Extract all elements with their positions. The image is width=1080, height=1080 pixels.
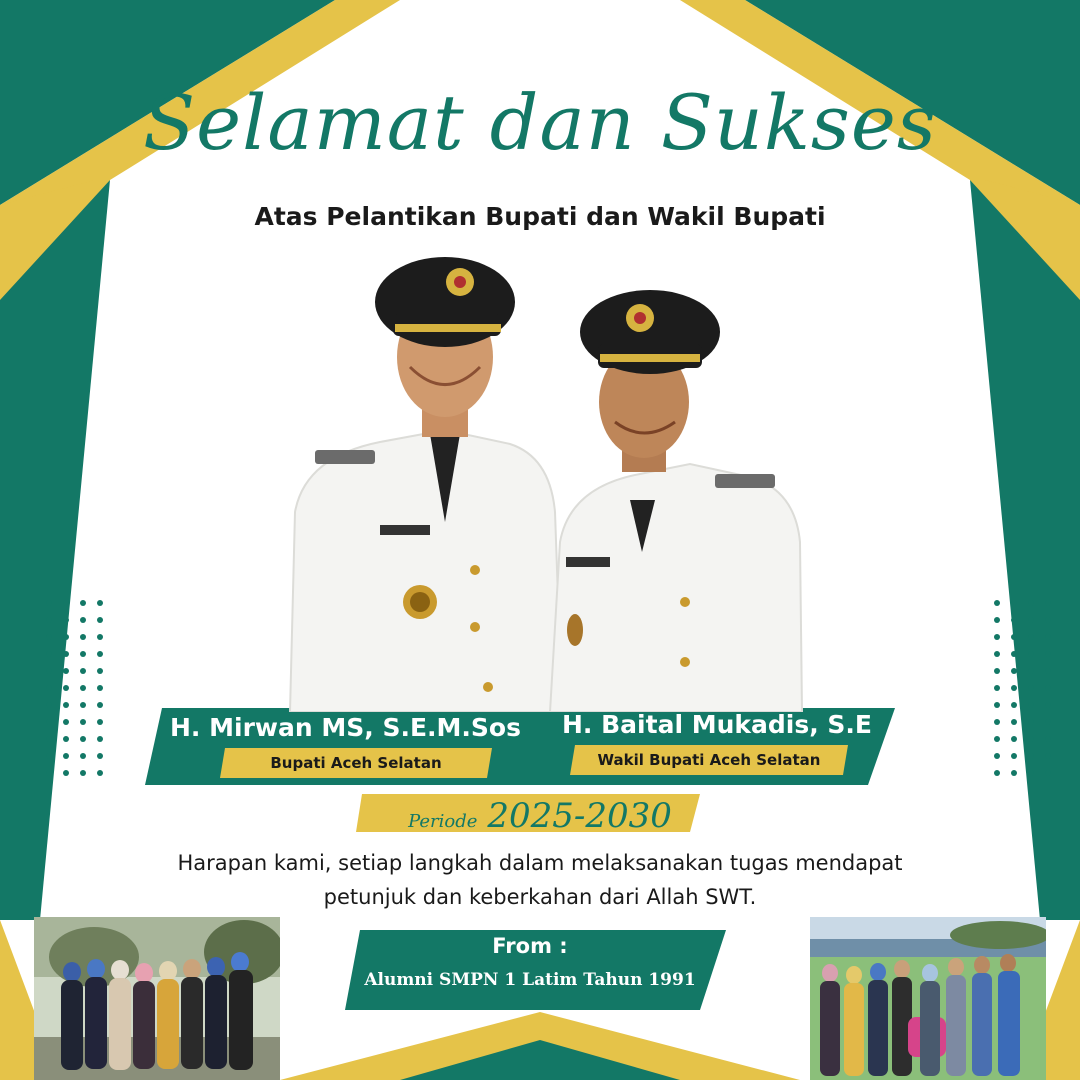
- subtitle: Atas Pelantikan Bupati dan Wakil Bupati: [254, 202, 826, 231]
- dot-pattern-left: [46, 600, 103, 776]
- garuda-emblem-icon-2: [626, 304, 654, 332]
- leader-name-1: H. Mirwan MS, S.E.M.Sos: [170, 713, 521, 742]
- period-years: 2025-2030: [487, 796, 672, 836]
- leader-name-2: H. Baital Mukadis, S.E: [562, 710, 873, 739]
- hope-message: [140, 846, 940, 914]
- garuda-emblem-icon: [446, 268, 474, 296]
- leader-role-1: Bupati Aceh Selatan: [270, 754, 442, 772]
- group-photo-right: [810, 917, 1046, 1080]
- leader-role-2: Wakil Bupati Aceh Selatan: [597, 751, 821, 769]
- group-photo-left: [34, 917, 280, 1080]
- hope-line-1: Harapan kami, setiap langkah dalam melaksanakan tugas mendapat: [177, 851, 903, 875]
- period-word: Periode: [408, 811, 478, 832]
- script-title: Selamat dan Sukses: [143, 78, 937, 167]
- period-text: [0, 796, 1080, 836]
- dot-pattern-right: [994, 600, 1051, 776]
- from-organization: Alumni SMPN 1 Latim Tahun 1991: [364, 970, 696, 990]
- from-label: From :: [492, 934, 568, 958]
- leaders-photo: [270, 252, 820, 712]
- hope-line-2: petunjuk dan keberkahan dari Allah SWT.: [323, 885, 757, 909]
